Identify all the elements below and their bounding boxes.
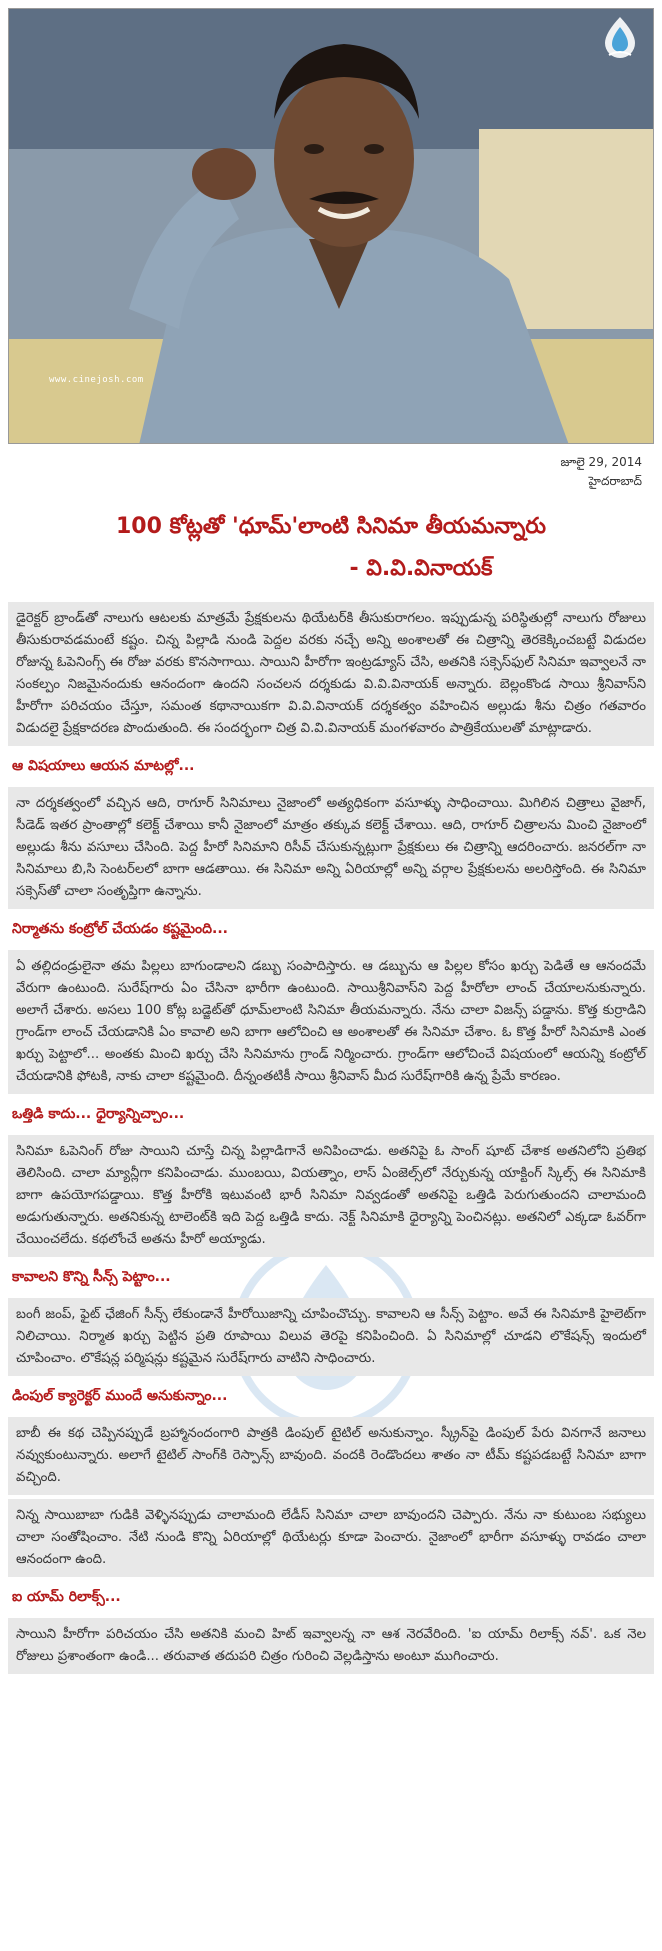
article-date: జూలై 29, 2014 <box>560 455 642 469</box>
article-body <box>8 602 654 1678</box>
section-heading: ఒత్తిడి కాదు... ధైర్యాన్నిచ్చాం... <box>12 1106 185 1122</box>
article-title: 100 కోట్లతో 'ధూమ్'లాంటి సినిమా తీయమన్నారు <box>116 514 546 539</box>
section-heading: ఐ యామ్ రిలాక్స్... <box>12 1589 121 1605</box>
article-photo <box>8 8 654 444</box>
section-heading: ఆ విషయాలు ఆయన మాటల్లో... <box>12 758 195 774</box>
article-title-attribution: - వి.వి.వినాయక్ <box>349 556 493 581</box>
section-paragraph: ఏ తల్లిదండ్రులైనా తమ పిల్లలు బాగుండాలని డబ్బు సంపాదిస్తారు. ఆ డబ్బును ఆ పిల్లల కోసం ఖర్చు పెడితే ఆ ఆనందమే వేరుగా ఉంటుంది. సురేష్‌గారు ఏం చేసినా భారీగా ఉంటుంది. సాయిశ్రీనివాస్‌ని పెద్ద హీరోలా లాంచ్ చేయాలనుకున్నారు. అలాగే చేశారు. అసలు 100 కోట్ల బడ్జెట్‌తో ధూమ్‌లాంటి సినిమా తీయమన్నారు. నేను చాలా విజన్స్ పడ్డాను. కొత్త కుర్రాడిని గ్రాండ్‌గా లాంచ్ చేయడానికి ఏం కావాలి అని బాగా ఆలోచించి ఆ అంశాలతో ఈ సినిమా చేశాం. ఓ కొత్త హీరో సినిమాకి ఎంత ఖర్చు పెట్టాలో... అంతకు మించి ఖర్చు చేసి సినిమాను గ్రాండ్ నిర్మించారు. గ్రాండ్‌గా ఆలోచించే విషయంలో ఆయన్ని కంట్రోల్ చేయడానికి ఫోటకి, నాకు చాలా కష్టమైంది. దీన్నంతటికీ సాయి శ్రీనివాస్ మీద సురేష్‌గారికి ఉన్న ప్రేమే కారణం. <box>8 950 654 1094</box>
section-paragraph: బాబీ ఈ కథ చెప్పినప్పుడే బ్రహ్మానందంగారి పాత్రకి డింపుల్ టైటిల్ అనుకున్నాం. స్క్రీన్‌పై డింపుల్ పేరు వినగానే జనాలు నవ్వుకుంటున్నారు. అలాగే టైటిల్ సాంగ్‌కి రెస్పాన్స్ బావుంది. వందకి రెండొందలు శాతం నా టీమ్ కష్టపడబట్టే సినిమా బాగా వచ్చింది. <box>8 1417 654 1495</box>
section-heading: నిర్మాతను కంట్రోల్ చేయడం కష్టమైంది... <box>12 921 228 937</box>
site-logo-icon <box>599 15 641 61</box>
intro-paragraph: డైరెక్టర్ బ్రాండ్‌తో నాలుగు ఆటలకు మాత్రమే ప్రేక్షకులను థియేటర్‌కి తీసుకురాగలం. ఇప్పుడున్న పరిస్థితుల్లో నాలుగు రోజులు తీసుకురావడమంటే కష్టం. చిన్న పిల్లాడి నుండి పెద్దల వరకు నచ్చే అన్ని అంశాలతో ఈ చిత్రాన్ని తెరకెక్కించబట్టే విడుదల రోజున్న ఓపెనింగ్స్ ఈ రోజు వరకు కొనసాగాయి. సాయిని హీరోగా ఇంట్రడ్యూస్ చేసి, అతనికి సక్సెస్‌ఫుల్ సినిమా ఇవ్వాలనే నా సంకల్పం నిజమైనందుకు ఆనందంగా ఉందని సంచలన దర్శకుడు వి.వి.వినాయక్ అన్నారు. బెల్లంకొండ సాయి శ్రీనివాస్‌ని హీరోగా పరిచయం చేస్తూ, సమంత కథానాయికగా వి.వి.వినాయక్ దర్శకత్వం వహించిన అల్లుడు శీను చిత్రం గతవారం విడుదలై ప్రేక్షకాదరణ పొందుతుంది. ఈ సందర్భంగా చిత్ర వి.వి.వినాయక్ మంగళవారం పాత్రికేయులతో మాట్లాడారు. <box>8 602 654 746</box>
section-paragraph: సినిమా ఓపెనింగ్ రోజు సాయిని చూస్తే చిన్న పిల్లాడిగానే అనిపించాడు. అతనిపై ఓ సాంగ్ షూట్ చేశాక అతనిలోని ప్రతిభ తెలిసింది. చాలా మ్యాన్లీగా కనిపించాడు. ముంబయి, వియత్నాం, లాస్ ఏంజెల్స్‌లో నేర్చుకున్న యాక్టింగ్ స్కిల్స్ ఈ సినిమాకి బాగా ఉపయోగపడ్డాయి. కొత్త హీరోకి ఇటువంటి భారీ సినిమా నివ్వడంతో అతనిపై ఒత్తిడి పెరుగుతుందని చాలామంది అడుగుతున్నారు. అతనికున్న టాలెంట్‌కి ఇది పెద్ద ఒత్తిడి కాదు. నెక్ట్ సినిమాకి ధైర్యాన్ని పెంచినట్లు. అతనిలో ఎక్కడా ఓవర్‌గా చేయించలేదు. కథలోంచే అతను హీరో అయ్యాడు. <box>8 1135 654 1257</box>
watermark-url: www.cinejosh.com <box>49 375 144 385</box>
section-paragraph: బంగీ జంప్, ఫైట్ ఛేజింగ్ సీన్స్ లేకుండానే హీరోయిజాన్ని చూపించొచ్చు. కావాలని ఆ సీన్స్ పెట్టాం. అవే ఈ సినిమాకి హైలెట్‌గా నిలిచాయి. నిర్మాత ఖర్చు పెట్టిన ప్రతి రూపాయి విలువ తెరపై కనిపించింది. ఏ సినిమాల్లో చూడని లొకేషన్స్ ఇందులో చూపించాం. లొకేషన్ల పర్మిషన్లు కష్టమైన సురేష్‌గారు వాటిని సాధించారు. <box>8 1298 654 1376</box>
section-paragraph: నిన్న సాయిబాబా గుడికి వెళ్ళినప్పుడు చాలామంది లేడీస్ సినిమా చాలా బావుందని చెప్పారు. నేను నా కుటుంబ సభ్యులు చాలా సంతోషించాం. నేటి నుండి కొన్ని ఏరియాల్లో థియేటర్లు కూడా పెంచారు. నైజాంలో భారీగా వసూళ్ళు రావడం చాలా ఆనందంగా ఉంది. <box>8 1499 654 1577</box>
section-paragraph: నా దర్శకత్వంలో వచ్చిన ఆది, రాగూర్ సినిమాలు నైజాంలో అత్యధికంగా వసూళ్ళు సాధించాయి. మిగిలిన చిత్రాలు వైజాగ్, సీడెడ్ ఇతర ప్రాంతాల్లో కలెక్ట్ చేశాయి కానీ నైజాంలో మాత్రం తక్కువ కలెక్ట్ చేశాయి. ఆది, రాగూర్ చిత్రాలను మించి నైజాంలో అల్లుడు శీను వసూలు చేసింది. పెద్ద హీరో సినిమాని రిసీవ్ చేసుకున్నట్లుగా ప్రేక్షకులు ఈ చిత్రాన్ని ఆదరించారు. జనరల్‌గా నా సినిమాలు బి,సి సెంటర్‌లలో బాగా ఆడతాయి. ఈ సినిమా అన్ని ఏరియాల్లో అన్ని వర్గాల ప్రేక్షకులను అలరిస్తోంది. ఈ సినిమా సక్సెస్‌తో చాలా సంతృప్తిగా ఉన్నాను. <box>8 787 654 909</box>
section-heading: కావాలని కొన్ని సీన్స్ పెట్టాం... <box>12 1269 171 1285</box>
article-place: హైదరాబాద్ <box>588 474 642 488</box>
section-heading: డింపుల్ క్యారెక్టర్ ముందే అనుకున్నాం... <box>12 1388 228 1404</box>
section-paragraph: సాయిని హీరోగా పరిచయం చేసి అతనికి మంచి హిట్ ఇవ్వాలన్న నా ఆశ నెరవేరింది. 'ఐ యామ్ రిలాక్స్ నవ్'. ఒక నెల రోజులు ప్రశాంతంగా ఉండి... తరువాత తదుపరి చిత్రం గురించి వెల్లడిస్తాను అంటూ ముగించారు. <box>8 1618 654 1674</box>
